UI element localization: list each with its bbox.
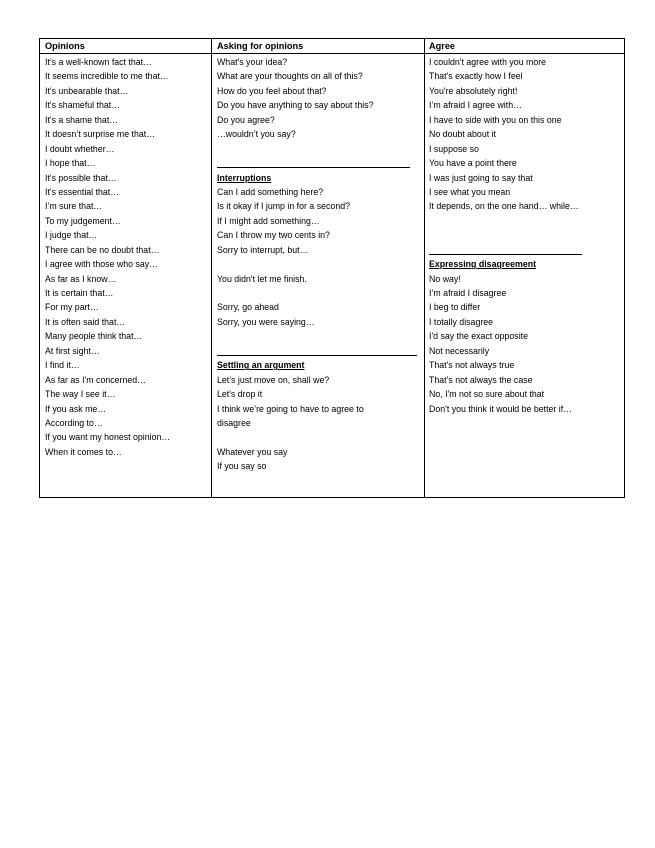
header-agree: Agree: [429, 41, 456, 51]
asking-for-opinions-list: [217, 55, 420, 474]
list-item: No, I'm not so sure about that: [429, 389, 545, 400]
blank-line: [429, 214, 621, 228]
list-item: There can be no doubt that…: [45, 244, 160, 255]
list-item: The way I see it…: [45, 389, 116, 400]
list-item: No way!: [429, 273, 461, 284]
list-item: When it comes to…: [45, 446, 122, 457]
list-item: I’m sure that…: [45, 201, 103, 212]
list-item: I couldn't agree with you more: [429, 57, 547, 67]
list-item: disagree: [217, 417, 251, 428]
list-item: It's possible that…: [45, 172, 117, 183]
list-item: Many people think that…: [45, 331, 143, 342]
list-item: If you say so: [217, 461, 267, 472]
list-item: I beg to differ: [429, 302, 481, 313]
list-item: To my judgement…: [45, 215, 121, 226]
list-item: I suppose so: [429, 143, 479, 154]
phrases-table: [39, 38, 625, 498]
list-item: I hope that…: [45, 158, 96, 169]
list-item: You're absolutely right!: [429, 85, 518, 96]
list-item: Is it okay if I jump in for a second?: [217, 201, 350, 212]
list-item: It doesn’t surprise me that…: [45, 129, 156, 140]
list-item: At first sight…: [45, 345, 100, 356]
list-item: It's unbearable that…: [45, 85, 129, 96]
section-title-settling: Settling an argument: [217, 360, 305, 371]
list-item: You have a point there: [429, 158, 517, 169]
list-item: That's exactly how I feel: [429, 71, 523, 82]
list-item: It seems incredible to me that…: [45, 71, 169, 82]
list-item: I think we’re going to have to agree to: [217, 403, 364, 414]
blank-line: [217, 430, 420, 444]
list-item: Don't you think it would be better if…: [429, 403, 572, 414]
list-item: It is often said that…: [45, 316, 126, 327]
column-divider: [211, 39, 212, 497]
list-item: No doubt about it: [429, 129, 497, 140]
list-item: I find it…: [45, 360, 80, 371]
list-item: As far as I'm concerned…: [45, 374, 146, 385]
list-item: According to…: [45, 417, 103, 428]
list-item: I judge that…: [45, 230, 98, 241]
list-item: Not necessarily: [429, 345, 490, 356]
blank-line: [217, 257, 420, 271]
list-item: I have to side with you on this one: [429, 114, 562, 125]
list-item: Sorry to interrupt, but…: [217, 244, 309, 255]
list-item: Let’s just move on, shall we?: [217, 374, 330, 385]
header-asking-for-opinions: Asking for opinions: [217, 41, 304, 51]
list-item: You didn't let me finish.: [217, 273, 307, 284]
blank-line: [217, 286, 420, 300]
column-divider: [424, 39, 425, 497]
list-item: Sorry, go ahead: [217, 302, 279, 313]
blank-line: [217, 142, 420, 156]
blank-line: [217, 344, 420, 358]
section-title-interruptions: Interruptions: [217, 172, 272, 183]
blank-line: [429, 228, 621, 242]
list-item: That's not always true: [429, 360, 515, 371]
blank-line: [217, 156, 420, 170]
list-item: I agree with those who say…: [45, 259, 158, 270]
list-item: As far as I know…: [45, 273, 117, 284]
list-item: If I might add something…: [217, 215, 320, 226]
section-title-expressing-disagreement: Expressing disagreement: [429, 259, 537, 270]
list-item: Can I throw my two cents in?: [217, 230, 330, 241]
list-item: It's a shame that…: [45, 114, 119, 125]
list-item: Do you agree?: [217, 114, 275, 125]
list-item: If you ask me…: [45, 403, 107, 414]
list-item: For my part…: [45, 302, 99, 313]
blank-line: [217, 329, 420, 343]
section-divider: [217, 167, 410, 168]
list-item: What's your idea?: [217, 57, 288, 67]
list-item: Sorry, you were saying…: [217, 316, 315, 327]
section-divider: [429, 254, 582, 255]
list-item: What are your thoughts on all of this?: [217, 71, 363, 82]
list-item: That’s not always the case: [429, 374, 533, 385]
list-item: It's shameful that…: [45, 100, 121, 111]
list-item: I doubt whether…: [45, 143, 115, 154]
table-header-row: [40, 39, 624, 54]
list-item: It depends, on the one hand… while…: [429, 201, 579, 212]
list-item: It’s a well-known fact that…: [45, 57, 152, 67]
section-divider: [217, 355, 417, 356]
list-item: I was just going to say that: [429, 172, 533, 183]
list-item: I'd say the exact opposite: [429, 331, 528, 342]
header-opinions: Opinions: [45, 41, 85, 51]
list-item: It's essential that…: [45, 186, 120, 197]
list-item: How do you feel about that?: [217, 85, 327, 96]
list-item: I’m afraid I disagree: [429, 288, 507, 298]
list-item: …wouldn’t you say?: [217, 129, 296, 140]
list-item: I see what you mean: [429, 186, 511, 197]
list-item: Let's drop it: [217, 389, 263, 400]
list-item: If you want my honest opinion…: [45, 432, 171, 443]
list-item: Can I add something here?: [217, 186, 324, 197]
opinions-list: [45, 55, 207, 459]
list-item: Whatever you say: [217, 446, 288, 457]
list-item: Do you have anything to say about this?: [217, 100, 374, 111]
list-item: It is certain that…: [45, 288, 114, 298]
list-item: I totally disagree: [429, 316, 494, 327]
list-item: I’m afraid I agree with…: [429, 100, 522, 111]
agree-list: [429, 55, 621, 416]
